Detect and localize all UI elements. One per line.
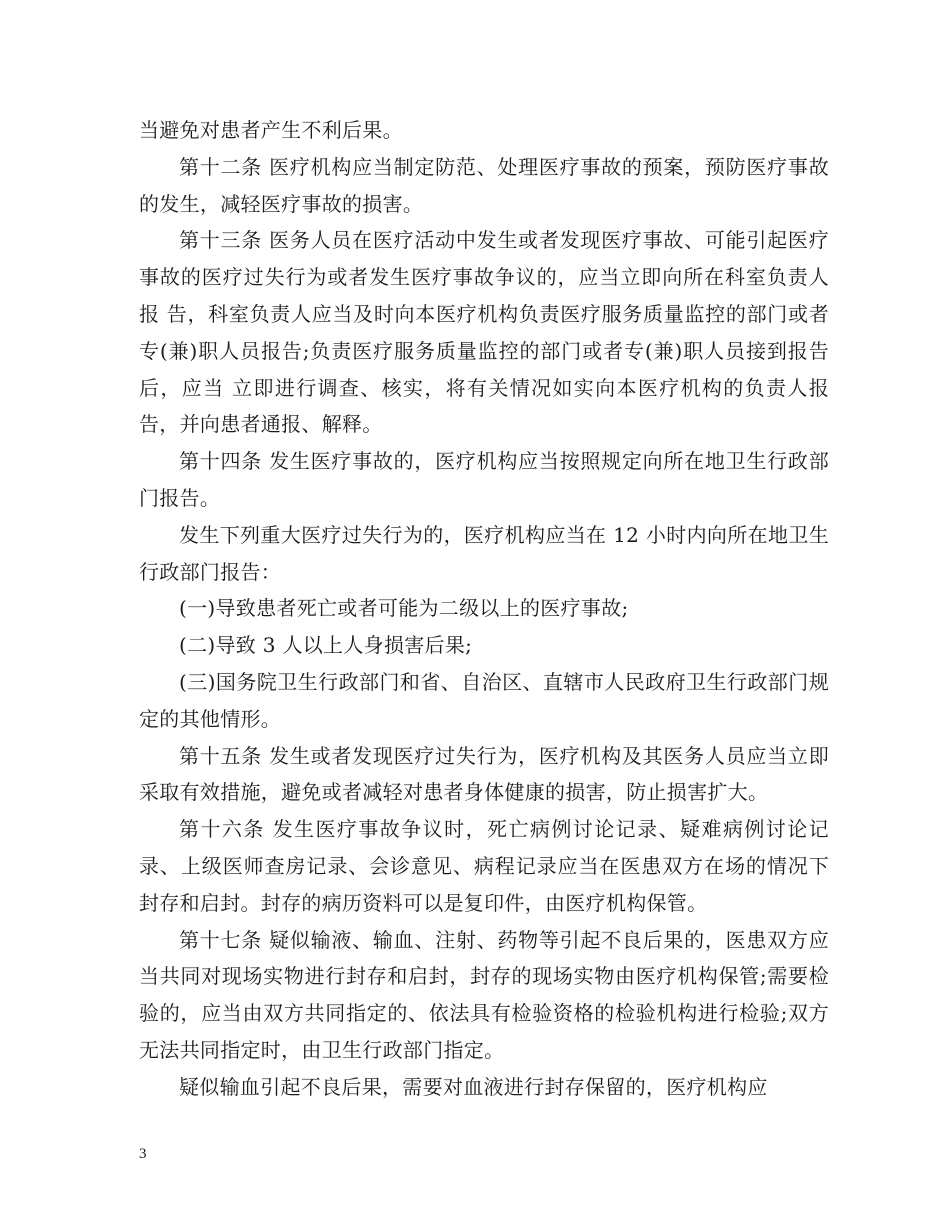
paragraph-article-15: 第十五条 发生或者发现医疗过失行为，医疗机构及其医务人员应当立即采取有效措施，避免或者减轻对患者身体健康的损害，防止损害扩大。 — [139, 743, 829, 805]
paragraph-article-17: 第十七条 疑似输液、输血、注射、药物等引起不良后果的，医患双方应当共同对现场实物进行封存和启封，封存的现场实物由医疗机构保管;需要检验的，应当由双方共同指定的、依法具有检验资格的检验机构进行检验;双方无法共同指定时，由卫生行政部门指定。 — [139, 927, 829, 1062]
paragraph-article-14: 第十四条 发生医疗事故的，医疗机构应当按照规定向所在地卫生行政部门报告。 — [139, 449, 829, 510]
paragraph-continuation: 当避免对患者产生不利后果。 — [139, 118, 403, 142]
list-item-2: (二)导致 3 人以上人身损害后果; — [179, 633, 473, 658]
paragraph-article-12: 第十二条 医疗机构应当制定防范、处理医疗事故的预案，预防医疗事故的发生，减轻医疗事故的损害。 — [139, 154, 829, 216]
paragraph-major-negligence: 发生下列重大医疗过失行为的，医疗机构应当在 12 小时内向所在地卫生行政部门报告： — [139, 522, 829, 584]
paragraph-article-13: 第十三条 医务人员在医疗活动中发生或者发现医疗事故、可能引起医疗事故的医疗过失行为或者发生医疗事故争议的，应当立即向所在科室负责人报 告，科室负责人应当及时向本医疗机构负责医疗服务质量监控的部门或者专(兼)职人员报告;负责医疗服务质量监控的部门或者专(兼)职人员接到报告后，应当 立即进行调查、核实，将有关情况如实向本医疗机构的负责人报告，并向患者通报、解释。 — [139, 228, 829, 437]
paragraph-article-16: 第十六条 发生医疗事故争议时，死亡病例讨论记录、疑难病例讨论记录、上级医师查房记录、会诊意见、病程记录应当在医患双方在场的情况下封存和启封。封存的病历资料可以是复印件，由医疗机构保管。 — [139, 817, 829, 915]
list-item-1: (一)导致患者死亡或者可能为二级以上的医疗事故; — [179, 596, 629, 621]
list-item-3: (三)国务院卫生行政部门和省、自治区、直辖市人民政府卫生行政部门规定的其他情形。 — [139, 669, 829, 731]
paragraph-blood-transfusion: 疑似输血引起不良后果，需要对血液进行封存保留的，医疗机构应 — [179, 1074, 768, 1099]
page-number: 3 — [139, 1146, 147, 1162]
document-body — [139, 112, 829, 1106]
